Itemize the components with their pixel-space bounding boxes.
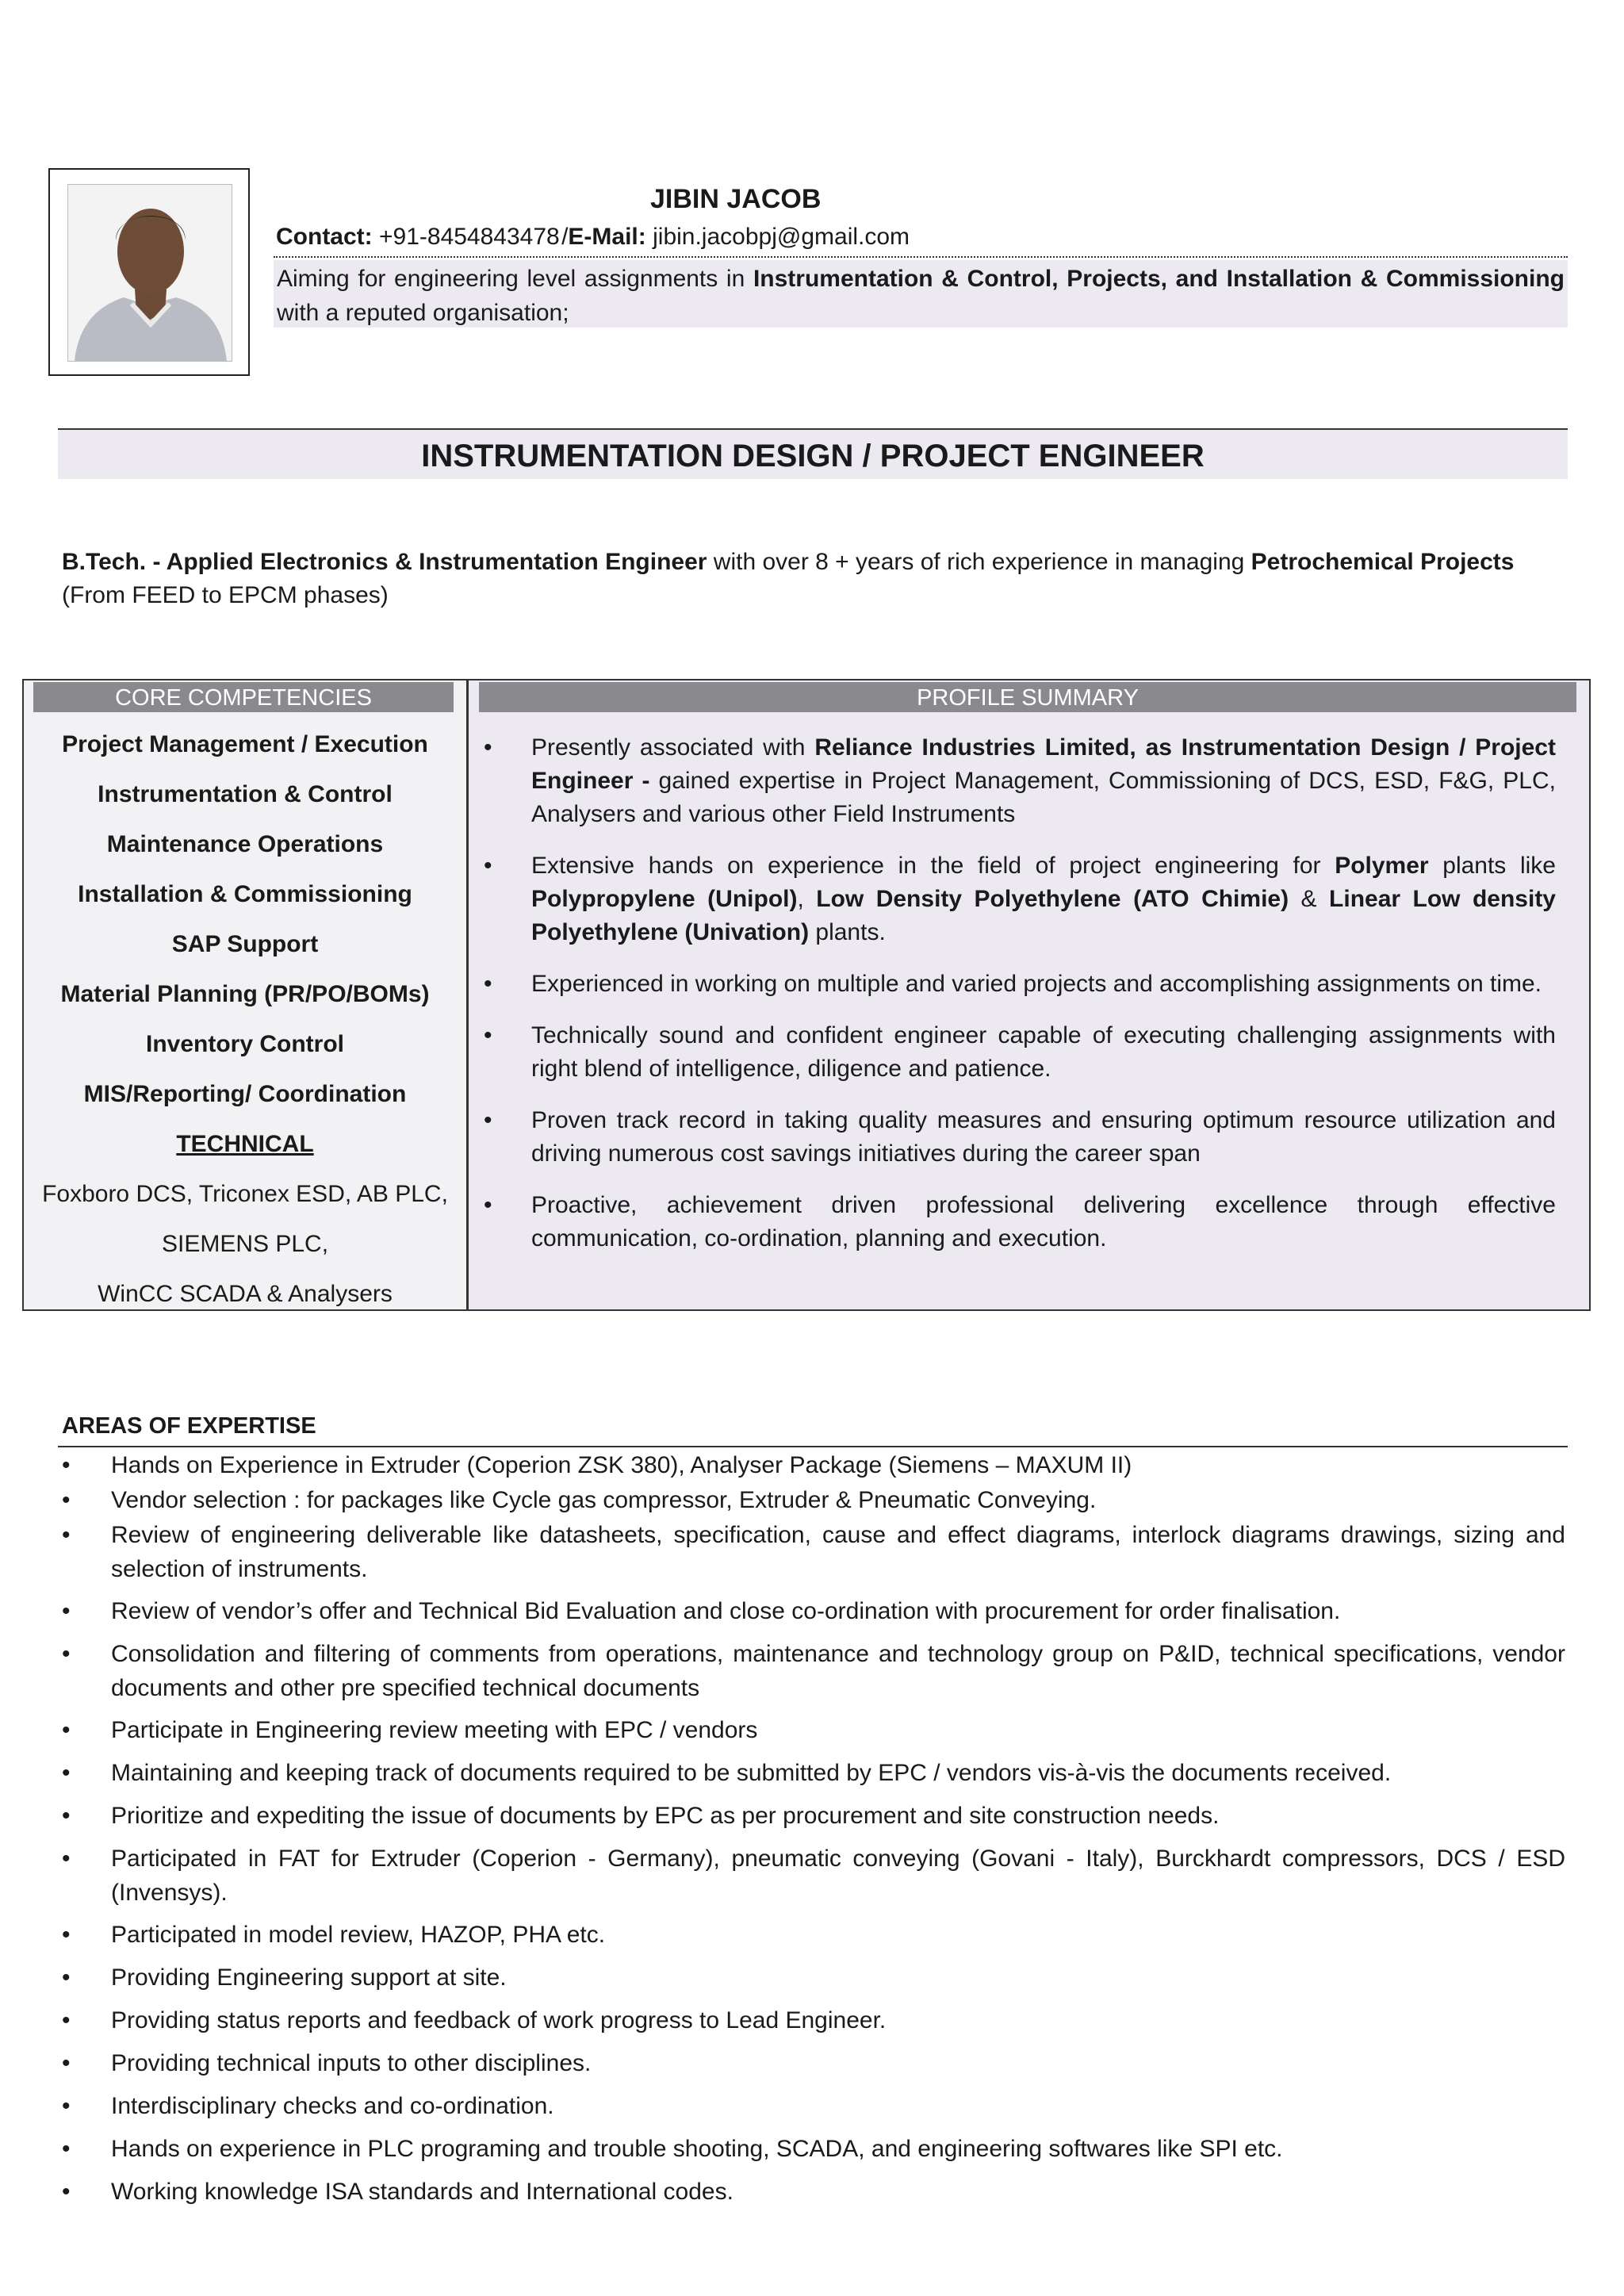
objective-text: Aiming for engineering level assignments in [277,266,753,292]
summary-item: • Technically sound and confident engineer capable of executing challenging assignments with right blend of intelligence, diligence and patience. [481,1019,1556,1086]
intro-text: with over 8 + years of rich experience in managing [707,549,1251,575]
profile-photo [67,184,232,362]
competency-item: Instrumentation & Control [98,781,393,807]
email-address: jibin.jacobpj@gmail.com [653,224,910,250]
email-separator: / [561,224,569,250]
summary-item: • Presently associated with Reliance Industries Limited, as Instrumentation Design / Project Engineer - gained expertise in Project Management, Commissioning of DCS, ESD, F&G, PLC, Analysers and various other Field Instruments [481,731,1556,831]
summary-item: • Proactive, achievement driven professional delivering excellence through effective communication, co-ordination, planning and execution. [481,1189,1556,1255]
expertise-underline [58,1446,1568,1447]
technical-item: SIEMENS PLC, [161,1231,329,1257]
technical-item: Foxboro DCS, Triconex ESD, AB PLC, [42,1181,448,1207]
expertise-item: • Review of engineering deliverable like datasheets, specification, cause and effect diagrams, interlock diagrams drawings, sizing and selection of instruments. [59,1518,1565,1586]
profile-summary-list [481,731,1556,1274]
expertise-item: • Maintaining and keeping track of documents required to be submitted by EPC / vendors vis-à-vis the documents received. [59,1756,1565,1790]
expertise-item: • Prioritize and expediting the issue of documents by EPC as per procurement and site construction needs. [59,1799,1565,1833]
expertise-item: • Participate in Engineering review meeting with EPC / vendors [59,1713,1565,1747]
competency-item: Material Planning (PR/PO/BOMs) [60,981,430,1007]
competency-item: SAP Support [171,931,319,957]
expertise-item: • Providing status reports and feedback of work progress to Lead Engineer. [59,2003,1565,2037]
core-competencies-heading: CORE COMPETENCIES [33,682,454,712]
contact-line [276,224,910,251]
person-photo-icon [68,185,232,361]
areas-of-expertise-heading: AREAS OF EXPERTISE [62,1413,316,1439]
competency-item: Inventory Control [145,1031,344,1057]
intro-domain: Petrochemical Projects [1251,549,1515,575]
expertise-item: • Review of vendor’s offer and Technical Bid Evaluation and close co-ordination with procurement for order finalisation. [59,1594,1565,1628]
profile-photo-frame [48,168,250,376]
intro-summary [62,546,1568,612]
expertise-item: • Working knowledge ISA standards and International codes. [59,2175,1565,2209]
competency-item: Maintenance Operations [106,831,384,857]
summary-item: • Experienced in working on multiple and varied projects and accomplishing assignments on time. [481,968,1556,1001]
competency-item: Project Management / Execution [62,731,428,757]
objective-text-end: with a reputed organisation; [277,300,569,326]
expertise-item: • Vendor selection : for packages like Cycle gas compressor, Extruder & Pneumatic Conveying. [59,1483,1565,1517]
profile-summary-heading: PROFILE SUMMARY [479,682,1576,712]
email-label: E-Mail: [568,224,646,250]
career-objective [274,260,1568,328]
expertise-item: • Providing technical inputs to other disciplines. [59,2046,1565,2080]
expertise-item: • Hands on Experience in Extruder (Coperion ZSK 380), Analyser Package (Siemens – MAXUM II) [59,1448,1565,1482]
technical-heading: TECHNICAL [176,1131,314,1157]
summary-item: • Proven track record in taking quality measures and ensuring optimum resource utilization and driving numerous cost savings initiatives during the career span [481,1104,1556,1171]
phone-number: +91-8454843478 [379,224,560,250]
candidate-name: JIBIN JACOB [650,184,822,214]
contact-label: Contact: [276,224,373,250]
expertise-item: • Participated in model review, HAZOP, PHA etc. [59,1918,1565,1952]
expertise-item: • Providing Engineering support at site. [59,1961,1565,1995]
expertise-item: • Participated in FAT for Extruder (Coperion - Germany), pneumatic conveying (Govani - Italy), Burckhardt compressors, DCS / ESD (Invensys). [59,1842,1565,1910]
competency-item: MIS/Reporting/ Coordination [83,1081,407,1107]
intro-phases: (From FEED to EPCM phases) [62,582,389,608]
degree: B.Tech. - Applied Electronics & Instrumentation Engineer [62,549,707,575]
competency-item: Installation & Commissioning [78,881,412,907]
column-divider [466,679,469,1311]
expertise-item: • Hands on experience in PLC programing and trouble shooting, SCADA, and engineering softwares like SPI etc. [59,2132,1565,2166]
objective-focus: Instrumentation & Control, Projects, and Installation & Commissioning [753,266,1565,292]
summary-item: • Extensive hands on experience in the field of project engineering for Polymer plants like Polypropylene (Unipol), Low Density Polyethylene (ATO Chimie) & Linear Low density Polyethylene (Univation) plants. [481,849,1556,949]
technical-item: WinCC SCADA & Analysers [98,1281,393,1307]
header-divider [274,256,1568,258]
expertise-item: • Interdisciplinary checks and co-ordination. [59,2089,1565,2123]
expertise-item: • Consolidation and filtering of comments from operations, maintenance and technology group on P&ID, technical specifications, vendor documents and other pre specified technical documents [59,1637,1565,1705]
job-title: INSTRUMENTATION DESIGN / PROJECT ENGINEER [58,428,1568,479]
